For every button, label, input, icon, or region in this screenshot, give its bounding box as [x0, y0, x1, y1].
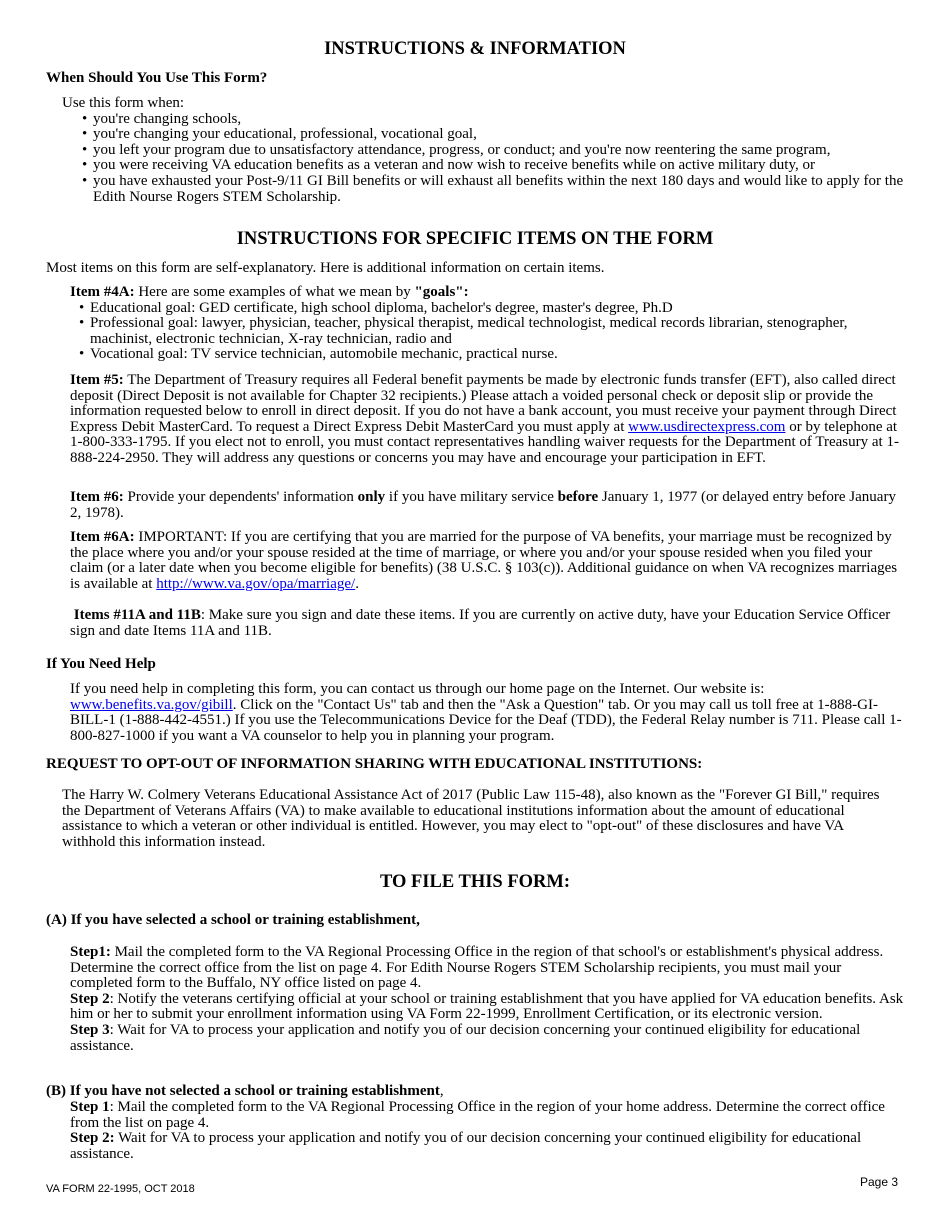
file-a-step1 — [70, 945, 904, 992]
list-item: • you left your program due to unsatisfactory attendance, progress, or conduct; and you're now reentering the same program, — [82, 143, 904, 159]
item-4a — [70, 285, 904, 363]
file-b-comma: , — [439, 1083, 444, 1099]
file-a-steps — [70, 945, 904, 1054]
step-label: Step 2 — [70, 990, 110, 1007]
step-label: Step 2: — [70, 1130, 115, 1147]
list-item: • you're changing your educational, professional, vocational goal, — [82, 127, 904, 143]
step-text: : Mail the completed form to the VA Regional Processing Office in the region of your home address. Determine the correct office from the list on page 4. — [70, 1099, 885, 1131]
item-5-text-a: The Department of Treasury requires all Federal benefit payments be made by electronic funds transfer (EFT), also called direct deposit (Direct Deposit is not available for Chapter 32 recipients.) Please attach a voided personal check or deposit slip or provide the information requested below to enroll in direct deposit. If you do not have a bank account, you must receive your payment through Direct Express Debit MasterCard. To request a Direct Express Debit MasterCard you must apply at — [70, 372, 897, 435]
item-6-text-c: January 1, 1977 (or delayed entry before January 2, 1978). — [70, 489, 896, 521]
item-5-text-b: or by telephone at 1-800-333-1795. If you elect not to enroll, you must contact representatives handling waiver requests for the Department of Treasury at 1-888-224-2950. They will address any questions or concerns you may have and encourage your participation in EFT. — [70, 418, 899, 466]
when-use-intro: Use this form when: — [62, 95, 185, 111]
specific-intro: Most items on this form are self-explanatory. Here is additional information on certain items. — [46, 260, 605, 276]
step-text: Mail the completed form to the VA Regional Processing Office in the region of that school's or establishment's physical address. Determine the correct office from the list on page 4. For Edith Nourse Rogers STEM Scholarship recipients, you must mail your completed form to the Buffalo, NY office listed on page 4. — [70, 944, 884, 992]
form-number: VA FORM 22-1995, OCT 2018 — [46, 1183, 195, 1195]
page-number: Page 3 — [860, 1175, 899, 1189]
item-6-label: Item #6: — [70, 489, 124, 505]
step-label: Step 3 — [70, 1021, 110, 1038]
item-6-only: only — [357, 489, 386, 505]
step-label: Step1: — [70, 944, 111, 960]
help-text-b: . Click on the "Contact Us" tab and then the "Ask a Question" tab. Or you may call us toll free at 1-888-GI-BILL-1 (1-888-442-4551.) If you use the Telecommunications Device for the Deaf (TDD), the Federal Relay number is 711. Please call 1-800-827-1000 if you want a VA counselor to help you in planning your program. — [70, 696, 902, 744]
list-item: • Professional goal: lawyer, physician, teacher, physical therapist, medical technologist, medical records librarian, stenographer, machinist, electronic technician, X-ray technician, radio and — [79, 316, 904, 347]
goals-list — [79, 301, 904, 363]
list-item: • Vocational goal: TV service technician, automobile mechanic, practical nurse. — [79, 347, 904, 363]
item-6a-label: Item #6A: — [70, 529, 135, 545]
file-b-step2 — [70, 1131, 904, 1162]
file-b-heading-text: (B) If you have not selected a school or training establishment — [46, 1083, 440, 1099]
when-use-section — [62, 96, 904, 205]
when-use-list — [82, 112, 904, 206]
optout-text: The Harry W. Colmery Veterans Educational Assistance Act of 2017 (Public Law 115-48), also known as the "Forever GI Bill," requires the Department of Veterans Affairs (VA) to make available to educational institutions information about the amount of educational assistance to which a veteran or other individual is entitled. However, you may elect to "opt-out" of these disclosures and have VA withhold this information instead. — [62, 787, 880, 850]
marriage-link[interactable]: http://www.va.gov/opa/marriage/ — [156, 575, 356, 592]
item-6-text-a: Provide your dependents' information — [123, 489, 358, 505]
file-b-heading — [46, 1084, 444, 1100]
help-text — [70, 682, 904, 744]
file-b-steps — [70, 1100, 904, 1162]
file-a-step3 — [70, 1023, 904, 1054]
item-4a-label: Item #4A: — [70, 284, 135, 300]
item-11 — [70, 608, 904, 639]
item-6-before: before — [557, 489, 599, 505]
item-11-label: Items #11A and 11B — [73, 607, 201, 623]
help-text-a: If you need help in completing this form, you can contact us through our home page on the Internet. Our website is: — [70, 681, 765, 697]
file-b-step1 — [70, 1100, 904, 1131]
step-text: Wait for VA to process your application and notify you of our decision concerning your continued eligibility for educational assistance. — [70, 1130, 862, 1162]
optout-heading: REQUEST TO OPT-OUT OF INFORMATION SHARING WITH EDUCATIONAL INSTITUTIONS: — [46, 756, 703, 772]
item-11-text: : Make sure you sign and date these items. If you are currently on active duty, have your Education Service Officer sign and date Items 11A and 11B. — [70, 607, 891, 639]
item-6-text-b: if you have military service — [385, 489, 558, 505]
item-4a-text: Here are some examples of what we mean by — [134, 284, 415, 300]
item-4a-goals: "goals": — [414, 284, 469, 300]
item-5-label: Item #5: — [70, 372, 124, 388]
list-item: • you were receiving VA education benefits as a veteran and now wish to receive benefits while on active military duty, or — [82, 158, 904, 174]
main-heading: INSTRUCTIONS & INFORMATION — [324, 39, 626, 59]
gibill-link[interactable]: www.benefits.va.gov/gibill — [70, 696, 233, 713]
specific-heading: INSTRUCTIONS FOR SPECIFIC ITEMS ON THE FORM — [236, 229, 714, 249]
list-item: • Educational goal: GED certificate, high school diploma, bachelor's degree, master's degree, Ph.D — [79, 301, 904, 317]
step-label: Step 1 — [70, 1099, 110, 1115]
item-6 — [70, 490, 904, 521]
when-use-heading: When Should You Use This Form? — [46, 70, 268, 86]
usdirectexpress-link[interactable]: www.usdirectexpress.com — [628, 418, 786, 435]
item-6a-text-a: IMPORTANT: If you are certifying that you are married for the purpose of VA benefits, your marriage must be recognized by the place where you and/or your spouse resided at the time of marriage, or where you and/or your spouse resided when you filed your claim (or a later date when you become eligible for benefits) (38 U.S.C. § 103(c)). Additional guidance on when VA recognizes marriages is available at — [70, 529, 898, 592]
item-6a — [70, 530, 904, 592]
file-heading: TO FILE THIS FORM: — [379, 872, 570, 892]
step-text: : Notify the veterans certifying official at your school or training establishment that you have applied for VA education benefits. Ask him or her to submit your enrollment information using VA Form 22-1999, Enrollment Certification, or its electronic version. — [70, 990, 904, 1023]
item-6a-text-b: . — [355, 575, 359, 592]
file-a-step2 — [70, 992, 904, 1023]
list-item: • you're changing schools, — [82, 112, 904, 128]
step-text: : Wait for VA to process your application and notify you of our decision concerning your continued eligibility for educational assistance. — [70, 1021, 861, 1054]
list-item: • you have exhausted your Post-9/11 GI Bill benefits or will exhaust all benefits within the next 180 days and would like to apply for the Edith Nourse Rogers STEM Scholarship. — [82, 174, 904, 205]
file-a-heading: (A) If you have selected a school or training establishment, — [46, 912, 420, 928]
help-heading: If You Need Help — [46, 656, 156, 672]
item-5 — [70, 373, 904, 467]
